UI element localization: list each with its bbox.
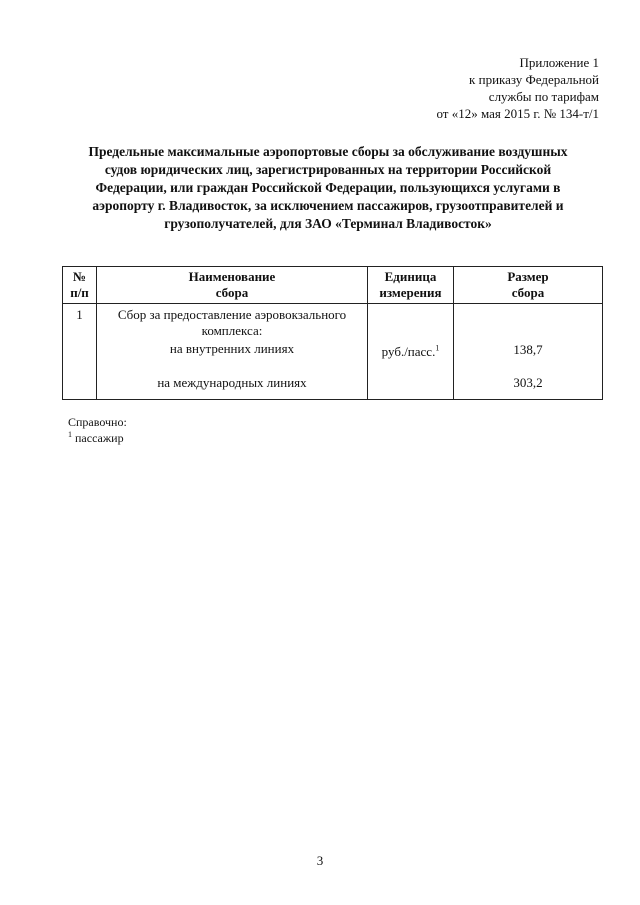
title-line: грузополучателей, для ЗАО «Терминал Владивосток» xyxy=(164,216,492,231)
unit-text: руб./пасс. xyxy=(381,344,436,359)
fees-table xyxy=(62,266,603,400)
header-unit-line2: измерения xyxy=(379,285,442,300)
page-number: 3 xyxy=(316,853,324,868)
header-fee-size xyxy=(454,267,603,304)
unit-footnote-mark: 1 xyxy=(435,343,440,353)
title-line: Федерации, или граждан Российской Федерации, пользующихся услугами в xyxy=(95,180,561,195)
fee-international-label: на международных линиях xyxy=(157,375,307,390)
fee-name-line2: комплекса: xyxy=(201,323,263,338)
row-number: 1 xyxy=(63,304,97,400)
header-fee-size-line1: Размер xyxy=(507,269,549,284)
appendix-line: Приложение 1 xyxy=(519,55,599,70)
header-unit xyxy=(368,267,454,304)
fee-international-value: 303,2 xyxy=(513,375,543,390)
header-number-line1: № xyxy=(72,269,87,284)
fee-domestic-value: 138,7 xyxy=(513,342,543,357)
reference-note xyxy=(68,414,127,446)
appendix-line: к приказу Федеральной xyxy=(469,72,599,87)
table-header-row xyxy=(63,267,603,304)
row-fee-name xyxy=(97,304,368,400)
header-number-line2: п/п xyxy=(70,285,89,300)
note-label: Справочно: xyxy=(68,415,127,429)
header-fee-name-line1: Наименование xyxy=(188,269,276,284)
title-line: Предельные максимальные аэропортовые сборы за обслуживание воздушных xyxy=(88,144,568,159)
footnote xyxy=(68,430,127,446)
header-fee-size-line2: сбора xyxy=(511,285,545,300)
row-unit xyxy=(368,304,454,400)
unit-value xyxy=(368,344,453,360)
header-number xyxy=(63,267,97,304)
row-fee-size xyxy=(454,304,603,400)
fee-name-line1: Сбор за предоставление аэровокзального xyxy=(117,307,347,322)
header-fee-name xyxy=(97,267,368,304)
header-unit-line1: Единица xyxy=(384,269,437,284)
header-fee-name-line2: сбора xyxy=(215,285,249,300)
table-row xyxy=(63,304,603,400)
appendix-line: от «12» мая 2015 г. № 134-т/1 xyxy=(436,106,599,121)
title-line: аэропорту г. Владивосток, за исключением пассажиров, грузоотправителей и xyxy=(92,198,564,213)
document-title xyxy=(64,143,592,233)
footnote-text: пассажир xyxy=(72,431,124,445)
footnote-mark: 1 xyxy=(68,430,72,439)
appendix-line: службы по тарифам xyxy=(488,89,599,104)
appendix-reference xyxy=(436,54,599,122)
title-line: судов юридических лиц, зарегистрированных на территории Российской xyxy=(104,162,552,177)
fee-domestic-label: на внутренних линиях xyxy=(169,341,295,356)
